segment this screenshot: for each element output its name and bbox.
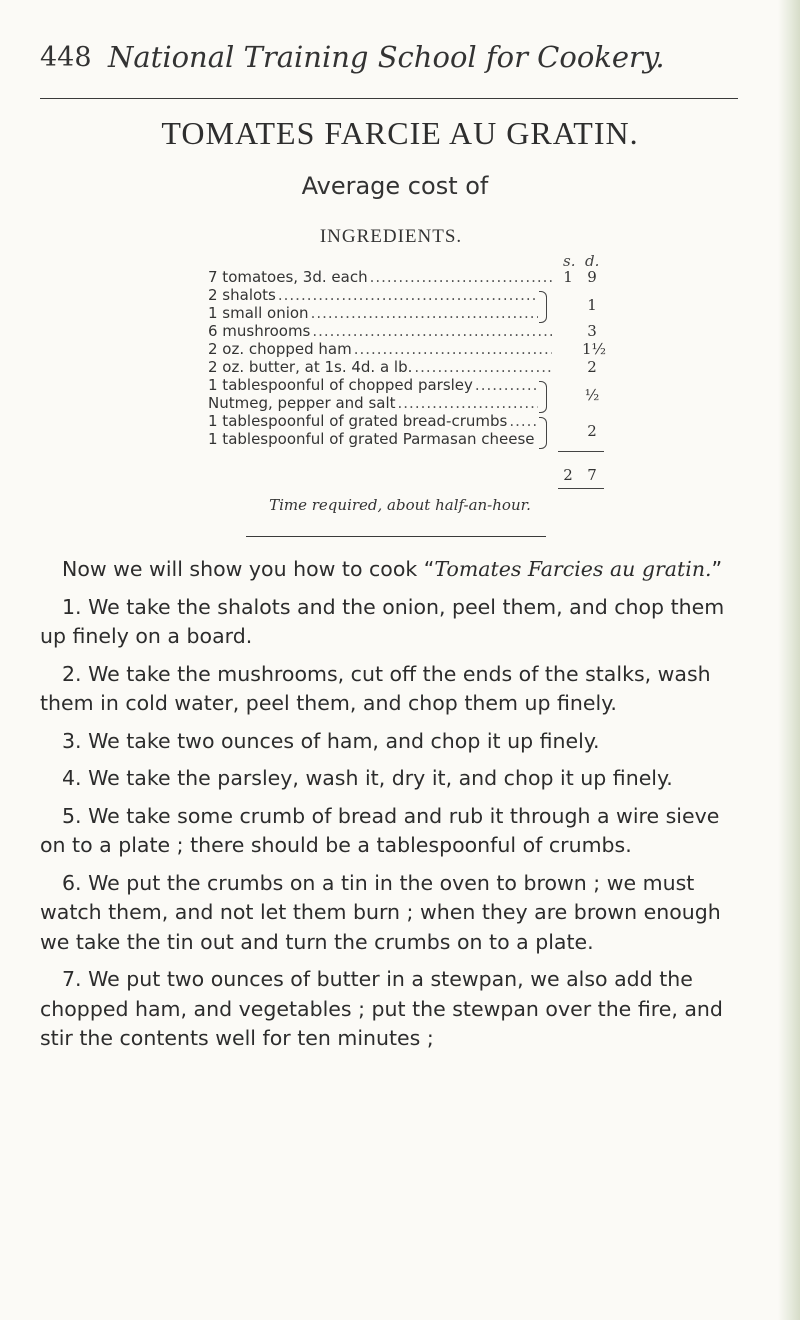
total-pence: 7 <box>587 466 597 484</box>
ingredient-name: 2 oz. chopped ham <box>208 340 352 358</box>
cost-pence: 9 <box>587 268 597 286</box>
step-paragraph: 6. We put the crumbs on a tin in the oven to brown ; we must watch them, and not let them burn ; when they are brown enough we take the tin out and turn the crumbs on to a plate. <box>40 870 721 954</box>
total-shillings: 2 <box>563 466 573 484</box>
cost-heading: Average cost of <box>301 172 489 200</box>
bracket <box>539 291 547 323</box>
ingredient-row <box>208 394 538 414</box>
header-rule <box>40 98 738 99</box>
ingredient-name: 2 oz. butter, at 1s. 4d. a lb. <box>208 358 413 376</box>
ingredient-name: Nutmeg, pepper and salt <box>208 394 396 412</box>
time-required: Time required, about half-an-hour. <box>269 496 531 514</box>
ingredient-name: 7 tomatoes, 3d. each <box>208 268 368 286</box>
ingredient-name: 1 tablespoonful of grated Parmasan cheese <box>208 430 535 448</box>
ingredient-name: 6 mushrooms <box>208 322 311 340</box>
cost-pence: 2 <box>587 422 597 440</box>
ingredient-row <box>208 322 552 342</box>
bracket <box>539 381 547 413</box>
ingredient-name: 2 shalots <box>208 286 276 304</box>
step-paragraph: 1. We take the shalots and the onion, peel them, and chop them up finely on a board. <box>40 594 725 648</box>
recipe-title: TOMATES FARCIE AU GRATIN. <box>161 115 639 151</box>
step-paragraph: 3. We take two ounces of ham, and chop it up finely. <box>62 728 600 753</box>
cost-pence: 1 <box>587 296 597 314</box>
ingredient-name: 1 tablespoonful of chopped parsley <box>208 376 473 394</box>
cost-pence: 3 <box>587 322 597 340</box>
recipe-instructions <box>40 555 740 1062</box>
intro-close-quote: ” <box>711 557 723 581</box>
ingredient-row <box>208 304 538 324</box>
intro-text: Now we will show you how to cook “ <box>62 557 435 581</box>
ingredient-row <box>208 268 552 288</box>
ingredients-heading: INGREDIENTS. <box>319 226 463 247</box>
page-header <box>40 42 740 92</box>
total-rule <box>558 451 604 452</box>
cost-shillings: 1 <box>563 268 573 286</box>
page-number: 448 <box>40 42 92 73</box>
step-paragraph: 4. We take the parsley, wash it, dry it, and chop it up finely. <box>62 766 673 790</box>
cost-pence: ½ <box>584 386 600 404</box>
step-paragraph: 5. We take some crumb of bread and rub it through a wire sieve on to a plate ; there should be a tablespoonful of crumbs. <box>40 803 720 857</box>
pence-column-heading: d. <box>585 252 600 270</box>
step-paragraph: 2. We take the mushrooms, cut off the ends of the stalks, wash them in cold water, peel them, and chop them up finely. <box>40 661 711 715</box>
ingredient-name: 1 small onion <box>208 304 309 322</box>
ingredient-row <box>208 340 552 360</box>
ingredient-row <box>208 412 536 432</box>
shillings-column-heading: s. <box>563 252 576 270</box>
running-head: National Training School for Cookery. <box>108 40 665 74</box>
step-paragraph: 7. We put two ounces of butter in a stewpan, we also add the chopped ham, and vegetables ; put the stewpan over the fire, and stir the contents well for ten minutes ; <box>40 967 723 1050</box>
ingredient-row <box>208 376 538 396</box>
cost-pence: 1½ <box>582 340 607 358</box>
bracket <box>539 417 547 449</box>
ingredient-name: 1 tablespoonful of grated bread-crumbs <box>208 412 508 430</box>
ingredient-row <box>208 430 536 450</box>
separator-rule <box>246 536 546 537</box>
total-rule <box>558 488 604 489</box>
intro-paragraph <box>40 555 740 585</box>
cost-pence: 2 <box>587 358 597 376</box>
ingredient-row <box>208 286 538 306</box>
dish-name: Tomates Farcies au gratin. <box>434 557 712 581</box>
ingredient-row <box>208 358 552 378</box>
